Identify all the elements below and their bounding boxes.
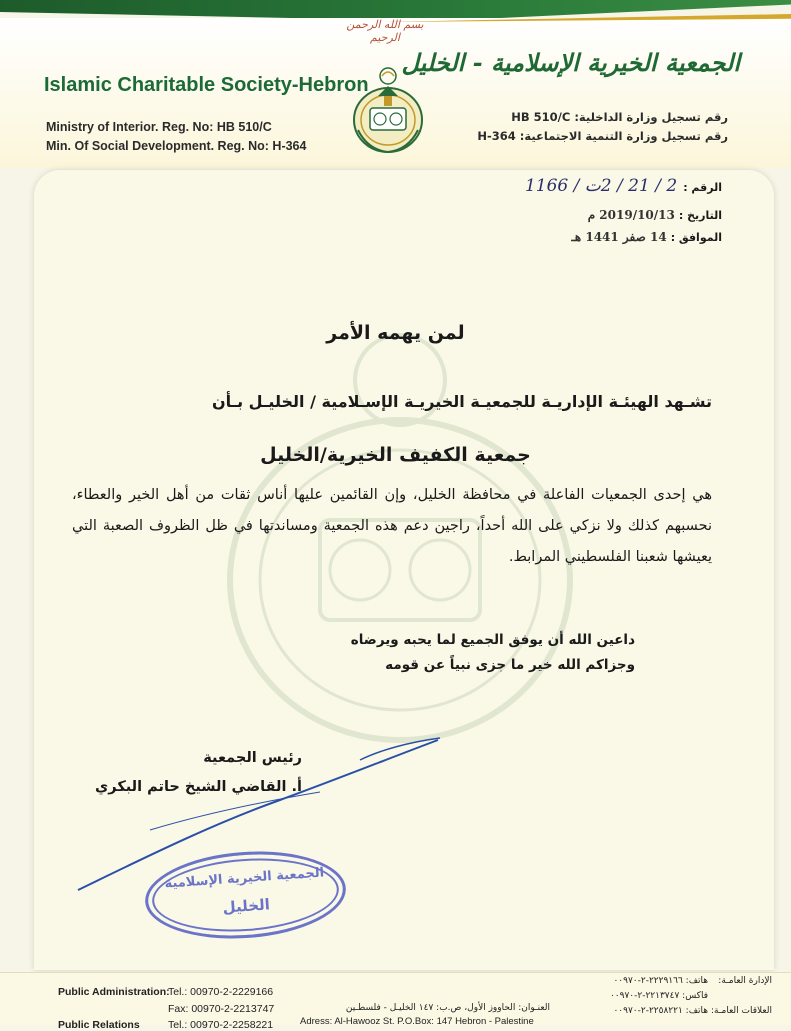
reg-social-en: Min. Of Social Development. Reg. No: H-364 bbox=[46, 139, 307, 153]
footer-address-en: Adress: Al-Hawooz St. P.O.Box: 147 Hebron - Palestine bbox=[300, 1016, 534, 1027]
closing-prayer bbox=[350, 628, 635, 678]
footer-public-admin-fax: Fax: 00970-2-2213747 bbox=[168, 1003, 275, 1015]
footer-public-relations-tel: Tel.: 00970-2-2258221 bbox=[168, 1019, 274, 1031]
subject-organization: جمعية الكفيف الخيرية/الخليل bbox=[260, 444, 531, 466]
registration-ar bbox=[460, 108, 728, 146]
attestation-line: تشـهد الهيئـة الإداريـة للجمعيـة الخيريـة الإسـلامية / الخليـل بـأن bbox=[211, 392, 712, 411]
footer-address-ar: العنـوان: الحاووز الأول، ص.ب: ١٤٧ الخليـل - فلسطـين bbox=[345, 1003, 550, 1013]
reference-number bbox=[510, 176, 722, 196]
date-gregorian bbox=[530, 208, 722, 222]
letter-title: لمن يهمه الأمر bbox=[326, 322, 465, 344]
registration-en bbox=[46, 118, 306, 156]
letter-body: هي إحدى الجمعيات الفاعلة في محافظة الخليل، وإن القائمين عليها أناس ثقات من أهل الخير والعطاء، نحسبهم كذلك ولا نزكي على الله أحداً، راجين دعم هذه الجمعية ومساندتها في ظل الظروف الصعبة التي يعيشها شعبنا الفلسطيني المرابط. bbox=[72, 487, 712, 565]
hijri-value: 14 صفر 1441 هـ bbox=[571, 230, 667, 244]
date-hijri bbox=[530, 230, 722, 244]
footer-relations-label-ar: العلاقات العامـة: bbox=[711, 1006, 772, 1016]
signatory-title: رئيس الجمعية bbox=[203, 750, 302, 766]
footer-public-admin-tel: Tel.: 00970-2-2229166 bbox=[168, 986, 274, 998]
reg-interior-ar: رقم تسجيل وزارة الداخلية: HB 510/C bbox=[511, 110, 728, 124]
stamp-line-2: الخليل bbox=[222, 895, 271, 917]
footer-relations-tel-ar: هاتف: ٢٢٥٨٢٢١-٢-٠٠٩٧٠ bbox=[613, 1006, 708, 1016]
footer-admin-label-ar: الإدارة العامـة: bbox=[718, 976, 772, 986]
org-name-en: Islamic Charitable Society-Hebron bbox=[44, 74, 369, 96]
reg-interior-en: Ministry of Interior. Reg. No: HB 510/C bbox=[46, 120, 272, 134]
reference-label: الرقم : bbox=[683, 181, 722, 194]
reg-social-ar: رقم تسجيل وزارة التنمية الاجتماعية: H-364 bbox=[477, 129, 728, 143]
org-name-ar: الجمعية الخيرية الإسلامية - الخليل bbox=[401, 48, 740, 77]
footer-admin-tel-ar: هاتف: ٢٢٢٩١٦٦-٢-٠٠٩٧٠ bbox=[613, 976, 708, 986]
footer-admin-fax-ar: فاكس: ٢٢١٣٧٤٧-٢-٠٠٩٧٠ bbox=[609, 991, 708, 1001]
footer-public-admin-label: Public Administration: bbox=[58, 986, 170, 998]
bismillah: بسم الله الرحمن الرحيم bbox=[346, 18, 424, 44]
reference-value: 2 / 21 / 2ت / 1166 bbox=[524, 176, 678, 196]
footer-public-relations-label: Public Relations bbox=[58, 1019, 140, 1031]
prayer-line-1: داعين الله أن يوفق الجميع لما يحبه ويرضاه bbox=[350, 632, 635, 648]
date-value: 2019/10/13 م bbox=[587, 208, 675, 222]
prayer-line-2: وجزاكم الله خير ما جزى نبياً عن قومه bbox=[385, 657, 635, 673]
society-emblem-logo bbox=[348, 60, 428, 156]
date-label: التاريخ : bbox=[678, 209, 722, 222]
hijri-label: الموافق : bbox=[670, 231, 722, 244]
signatory-name: أ. القاضي الشيخ حاتم البكري bbox=[95, 779, 302, 795]
stamp-line-1: الجمعية الخيرية الإسلامية bbox=[164, 865, 325, 892]
footer bbox=[0, 972, 791, 1031]
